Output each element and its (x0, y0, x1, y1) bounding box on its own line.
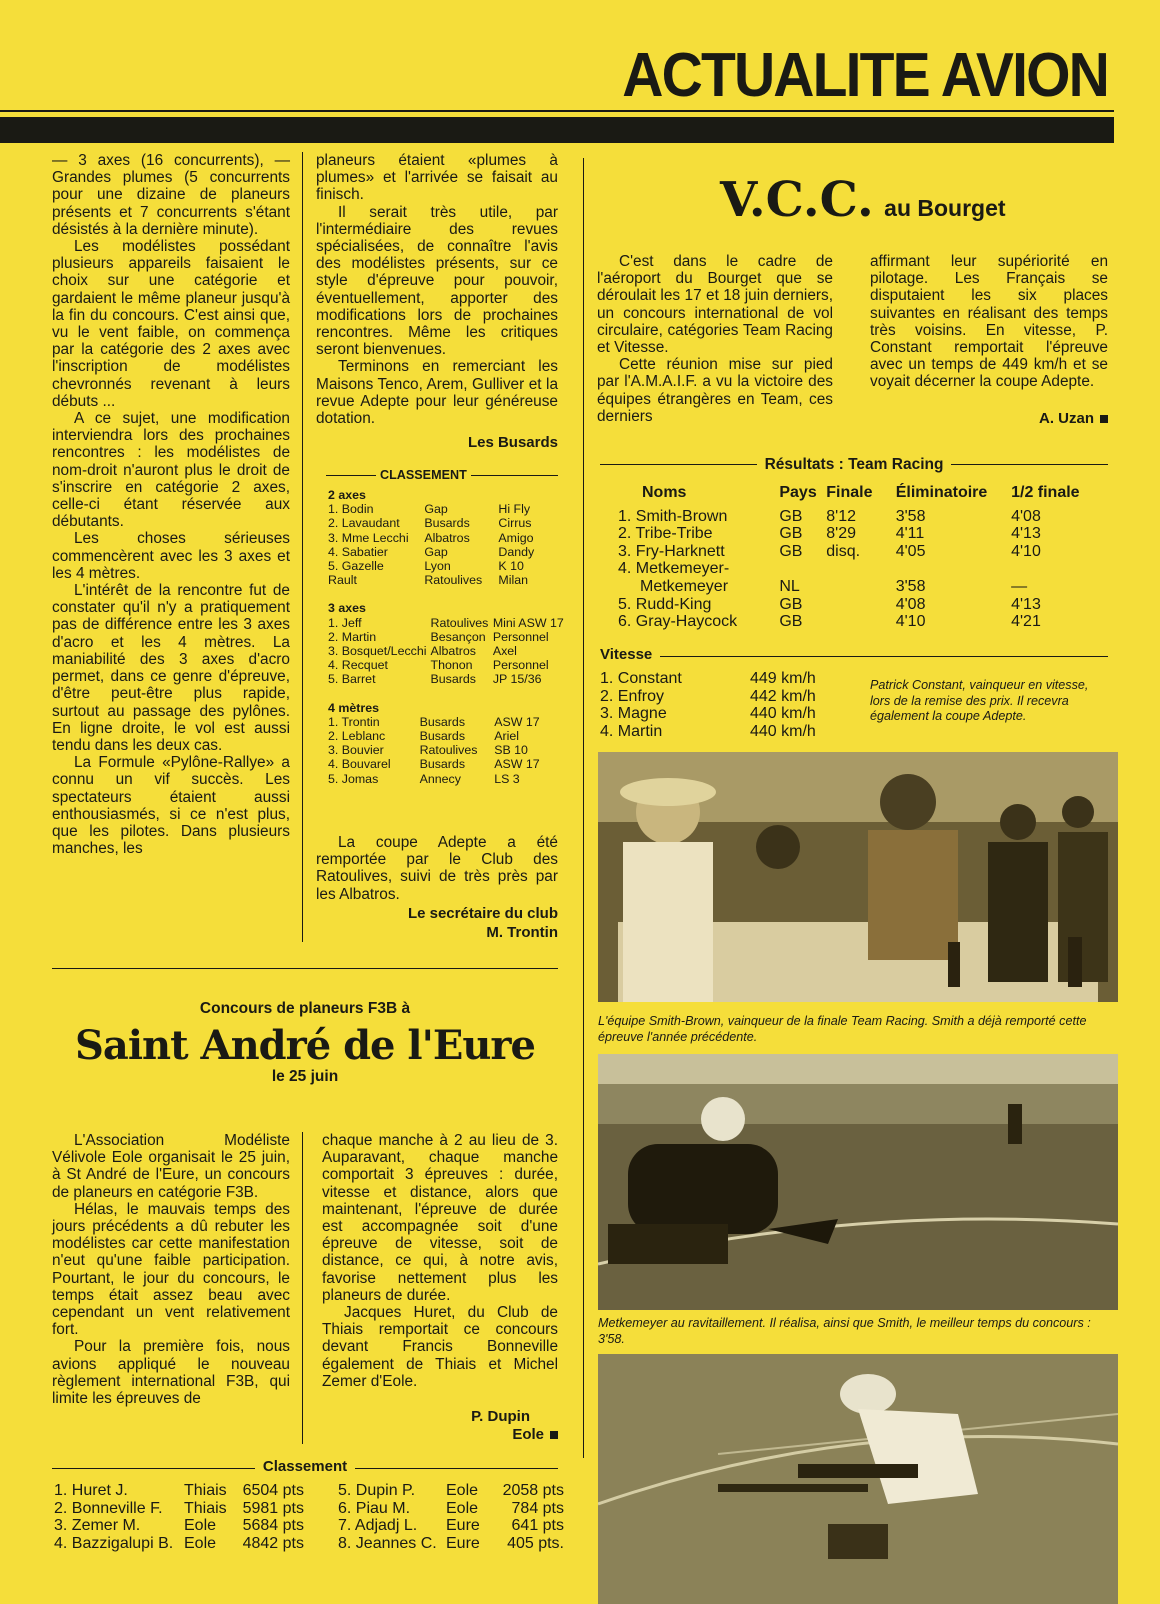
vitesse-rule (660, 656, 1108, 657)
sa-column-2 (322, 1132, 558, 1390)
table-cell: 4'13 (1011, 595, 1041, 613)
table-cell: Busards (419, 757, 466, 772)
table-row (328, 672, 568, 686)
table-row (54, 1535, 304, 1553)
table-row (328, 531, 568, 545)
photo-caption-1: L'équipe Smith-Brown, vainqueur de la finale Team Racing. Smith a déjà remporté cette épreuve l'année précédente. (598, 1014, 1087, 1044)
table-cell: 2058 pts (502, 1482, 564, 1499)
table-row (328, 502, 568, 516)
table-cell: Ariel (494, 729, 519, 744)
vitesse-caption: Patrick Constant, vainqueur en vitesse, lors de la remise des prix. Il recevra également la coupe Adepte. (870, 678, 1089, 723)
table-row (600, 688, 850, 706)
table-header-row (618, 484, 1108, 508)
table-cell (1011, 560, 1108, 578)
table-row (328, 729, 568, 743)
table-cell: Personnel (492, 658, 549, 673)
table-cell (896, 560, 1011, 578)
table-row (328, 715, 568, 729)
table-cell: 4'10 (895, 613, 926, 631)
table-cell: 5. Jomas (328, 771, 379, 786)
table-cell (826, 596, 895, 614)
table-cell: GB (779, 542, 803, 560)
table-cell: — (1011, 577, 1028, 595)
table-cell: K 10 (498, 559, 524, 574)
table-cell: Eole (184, 1534, 217, 1552)
column-divider (302, 152, 303, 942)
sa-title: Saint André de l'Eure (75, 1022, 535, 1069)
table-cell: 5. Barret (328, 672, 376, 687)
paragraph: planeurs étaient «plumes à plumes» et l'arrivée se faisait au finisch. (316, 152, 558, 204)
table-row (618, 596, 1108, 614)
paragraph: L'intérêt de la rencontre fut de constater qu'il n'y a pratiquement pas de différence entre les 3 axes d'acro et les 4 mètres. La maniabilité des 3 axes d'acro permet, dans ce genre d'épreuve, d'être peut-être plus rapide, surtout au passage des pylônes. En ligne droite, le vol est aussi tendu dans les deux cas. (52, 582, 290, 754)
table-cell: 3. Magne (600, 705, 667, 723)
table-row (618, 543, 1108, 561)
table-cell: Gap (424, 502, 448, 517)
classement-group-table (328, 715, 568, 786)
table-cell: 6. Gray-Haycock (618, 613, 738, 631)
table-row (338, 1517, 564, 1535)
table-cell: GB (779, 525, 803, 543)
table-cell: Cirrus (498, 516, 532, 531)
table-cell: 4. Metkemeyer- (618, 560, 730, 578)
classement-group-title: 3 axes (328, 601, 366, 616)
table-cell: 405 pts. (507, 1534, 564, 1552)
table-cell: Ratoulives (419, 743, 478, 758)
classement-heading: CLASSEMENT (326, 468, 558, 482)
table-row (328, 516, 568, 530)
paragraph: Les choses sérieuses commencèrent avec les 3 axes et les 4 mètres. (52, 530, 290, 582)
classement-group-table (328, 616, 568, 687)
table-header-cell: Noms (642, 484, 687, 501)
table-cell: ASW 17 (494, 757, 540, 772)
table-cell: 4. Bazzigalupi B. (54, 1534, 174, 1552)
table-cell: 3. Bouvier (328, 743, 384, 758)
table-row (54, 1482, 304, 1500)
table-cell: 449 km/h (750, 670, 816, 687)
table-cell: 4842 pts (242, 1534, 304, 1552)
paragraph: Terminons en remerciant les Maisons Tenco, Arem, Gulliver et la revue Adepte pour leur généreuse dotation. (316, 358, 558, 428)
column-divider (583, 158, 584, 1458)
table-cell: Busards (419, 729, 466, 744)
table-cell: Mini ASW 17 (492, 615, 564, 630)
vitesse-table (600, 670, 850, 740)
table-cell: Gap (424, 544, 448, 559)
paragraph: chaque manche à 2 au lieu de 3. Auparavant, chaque manche comportait 3 épreuves : durée, vitesse et distance, alors que maintenant, l'épreuve de durée est accompagnée soit d'une épreuve de vitesse, soit de distance, ce qui, à notre avis, favorise nettement plus les planeurs de durée. (322, 1132, 558, 1304)
table-cell: 4. Sabatier (328, 544, 388, 559)
table-row (600, 705, 850, 723)
table-row (328, 743, 568, 757)
table-row (328, 630, 568, 644)
table-cell: Busards (419, 714, 466, 729)
photo-mechanic (598, 1354, 1118, 1604)
table-cell: 4'11 (895, 525, 925, 543)
closing-signature-1: Le secrétaire du club (407, 905, 558, 922)
photo-caption-2: Metkemeyer au ravitaillement. Il réalisa, ainsi que Smith, le meilleur temps du concours : 3'58. (598, 1316, 1091, 1346)
paragraph: Pour la première fois, nous avions appliqué le nouveau règlement international F3B, qui limite les épreuves de (52, 1338, 290, 1408)
classement-group-title: 2 axes (328, 488, 366, 502)
table-cell: Thiais (184, 1482, 227, 1499)
sa-signature-1: P. Dupin (471, 1408, 530, 1425)
table-cell: 5981 pts (242, 1499, 304, 1517)
section-divider (52, 968, 558, 969)
table-row (618, 560, 1108, 578)
table-cell: 1. Jeff (328, 615, 362, 630)
table-row (328, 772, 568, 786)
table-header-cell: Éliminatoire (895, 484, 988, 501)
table-row (618, 578, 1108, 596)
table-row (338, 1535, 564, 1553)
paragraph: — 3 axes (16 concurrents), — Grandes plumes (5 concurrents pour une dizaine de planeurs présents et 7 concurrents s'étant désistés à la dernière minute). (52, 152, 290, 238)
classement-table (328, 488, 568, 786)
sa-classement-left (54, 1482, 309, 1552)
table-cell: 4'08 (895, 595, 926, 613)
table-cell: 3'58 (895, 577, 926, 595)
vcc-title: V.C.C. au Bourget (720, 172, 1006, 228)
table-cell: NL (779, 577, 800, 595)
table-cell: Eole (184, 1517, 217, 1535)
table-row (54, 1517, 304, 1535)
classement-group-title: 4 mètres (328, 700, 379, 715)
table-cell: Personnel (492, 629, 549, 644)
table-cell: 6504 pts (242, 1482, 304, 1499)
table-cell: GB (779, 507, 803, 525)
table-cell: GB (779, 613, 803, 631)
table-cell: JP 15/36 (492, 672, 542, 687)
table-header-cell: Pays (779, 484, 817, 501)
table-cell: Thiais (184, 1499, 227, 1517)
table-cell: 2. Bonneville F. (54, 1499, 163, 1517)
table-cell: 7. Adjadj L. (338, 1517, 418, 1535)
table-cell: 440 km/h (750, 705, 816, 723)
table-cell: 641 pts (511, 1517, 564, 1535)
table-row (328, 573, 568, 587)
table-cell (826, 578, 895, 596)
table-cell: 1. Trontin (328, 714, 380, 729)
table-cell (826, 613, 895, 631)
table-cell: Metkemeyer (640, 577, 729, 595)
table-cell: GB (779, 595, 803, 613)
table-cell: 1. Constant (600, 670, 682, 687)
table-cell: 5. Gazelle (328, 559, 384, 574)
paragraph: A ce sujet, une modification interviendra lors des prochaines rencontres : les modélistes de nom-droit n'auront plus le droit de s'inscrire en catégorie 2 axes, celle-ci étant réservée aux débutants. (52, 410, 290, 531)
table-cell: Eure (446, 1534, 480, 1552)
table-cell: Besançon (430, 629, 486, 644)
table-cell (826, 560, 895, 578)
table-row (600, 670, 850, 688)
table-cell: 1. Smith-Brown (618, 507, 728, 525)
table-cell: 4'13 (1011, 525, 1041, 543)
table-cell: 784 pts (511, 1499, 564, 1517)
table-cell: 440 km/h (750, 722, 816, 740)
table-cell: 4'05 (895, 542, 926, 560)
table-cell: 8'29 (826, 525, 857, 543)
table-cell: 8. Jeannes C. (338, 1534, 437, 1552)
paragraph: Jacques Huret, du Club de Thiais remportait ce concours devant Francis Bonneville également de Thiais et Michel Zemer d'Eole. (322, 1304, 558, 1390)
sa-classement-heading: Classement (52, 1458, 558, 1476)
table-cell: ASW 17 (494, 714, 540, 729)
table-cell: 5. Dupin P. (338, 1482, 416, 1499)
table-cell: Axel (492, 644, 517, 659)
table-cell: Dandy (498, 544, 535, 559)
paragraph: L'Association Modéliste Vélivole Eole organisait le 25 juin, à St André de l'Eure, un concours de planeurs en catégorie F3B. (52, 1132, 290, 1201)
table-cell: LS 3 (494, 771, 520, 786)
table-row (600, 723, 850, 741)
table-cell: 4'08 (1011, 507, 1041, 525)
table-row (618, 525, 1108, 543)
table-row (328, 757, 568, 771)
table-cell: Rault (328, 573, 357, 588)
closing-paragraph: La coupe Adepte a été remportée par le Club des Ratoulives, suivi de très près par les Albatros. (316, 834, 558, 903)
closing-signature-2: M. Trontin (486, 924, 558, 941)
table-cell: 5. Rudd-King (618, 595, 712, 613)
table-row (618, 613, 1108, 631)
section-title: ACTUALITE AVION (622, 41, 1108, 110)
table-cell: 6. Piau M. (338, 1499, 411, 1517)
table-cell: SB 10 (494, 743, 528, 758)
table-cell: 3. Zemer M. (54, 1517, 141, 1535)
sa-classement-right (338, 1482, 566, 1552)
table-cell: 3. Mme Lecchi (328, 530, 409, 545)
table-cell: Albatros (430, 644, 476, 659)
table-cell: Annecy (419, 771, 461, 786)
table-row (338, 1482, 564, 1500)
sa-date: le 25 juin (271, 1068, 339, 1085)
vcc-column-1 (597, 253, 833, 425)
sa-kicker: Concours de planeurs F3B à (199, 1000, 411, 1017)
table-cell: 2. Tribe-Tribe (618, 525, 713, 543)
table-row (338, 1500, 564, 1518)
table-cell: 1. Huret J. (54, 1482, 128, 1499)
table-cell: Eure (446, 1517, 480, 1535)
vcc-signature: A. Uzan (870, 410, 1108, 428)
paragraph: C'est dans le cadre de l'aéroport du Bourget que se déroulait les 17 et 18 juin derniers, un concours international de vol circulaire, catégories Team Racing et Vitesse. (597, 253, 833, 357)
table-row (328, 545, 568, 559)
table-cell: Milan (498, 573, 528, 588)
sa-signature-2: Eole (322, 1426, 558, 1444)
table-cell: Lyon (424, 559, 451, 574)
paragraph: Cette réunion mise sur pied par l'A.M.A.I.F. a vu la victoire des équipes étrangères en Team, ces derniers (597, 356, 833, 425)
table-row (54, 1500, 304, 1518)
table-cell: Thonon (430, 658, 473, 673)
photo-prize-ceremony (598, 752, 1118, 1002)
table-cell: 3'58 (895, 507, 926, 525)
table-row (328, 616, 568, 630)
table-header-cell: 1/2 finale (1011, 484, 1080, 501)
paragraph: Hélas, le mauvais temps des jours précédents a dû rebuter les modélistes car cette manifestation n'eut qu'une faible participation. Pourtant, le jour du concours, le temps était assez beau avec cependant un vent relativement fort. (52, 1200, 290, 1339)
column-divider (302, 1132, 303, 1444)
mid-article-column (316, 152, 558, 427)
table-cell: 2. Enfroy (600, 687, 665, 705)
table-header-cell: Finale (826, 484, 873, 501)
paragraph: La Formule «Pylône-Rallye» a connu un vif succès. Les spectateurs étaient aussi enthousiasmés, si ce n'est plus, que les pilotes. Dans plusieurs manches, les (52, 754, 290, 858)
table-cell: Ratoulives (424, 573, 483, 588)
table-cell: 4'10 (1011, 542, 1041, 560)
table-cell: 2. Martin (328, 629, 377, 644)
table-cell: 4'21 (1011, 613, 1041, 631)
header-rule-bar (0, 117, 1114, 143)
table-cell: Eole (446, 1499, 479, 1517)
table-cell: 8'12 (826, 507, 857, 525)
paragraph: Les modélistes possédant plusieurs appareils faisaient le choix sur une catégorie et gardaient le même planeur jusqu'à la fin du concours. C'est ainsi que, vu le vent faible, on commença par la catégorie des 2 axes avec l'inscription de modélistes chevronnés revenant à leurs débuts ... (52, 238, 290, 410)
table-cell: 1. Bodin (328, 502, 374, 517)
table-cell: Ratoulives (430, 615, 489, 630)
table-row (328, 559, 568, 573)
paragraph: Il serait très utile, par l'intermédiaire des revues spécialisées, de connaître l'avis des modélistes présents, sur ce style d'épreuve pour pouvoir, éventuellement, apporter des modifications lors de prochaines rencontres. Même les critiques seront bienvenues. (316, 203, 558, 359)
vitesse-heading: Vitesse (600, 646, 653, 663)
table-cell: 442 km/h (750, 687, 816, 705)
table-cell: 2. Lavaudant (328, 516, 400, 531)
results-table (618, 484, 1108, 631)
table-cell: Amigo (498, 530, 534, 545)
table-cell: 4. Recquet (328, 658, 388, 673)
table-cell: Eole (446, 1482, 479, 1499)
photo-refuelling (598, 1054, 1118, 1310)
classement-group-table (328, 502, 568, 587)
table-cell: Busards (424, 516, 470, 531)
table-cell: 4. Martin (600, 722, 663, 740)
table-cell: 3. Fry-Harknett (618, 542, 725, 560)
table-cell: 3. Bosquet/Lecchi (328, 644, 427, 659)
sa-column-1 (52, 1132, 290, 1407)
table-cell (779, 560, 826, 578)
table-cell: Albatros (424, 530, 470, 545)
table-row (328, 658, 568, 672)
vcc-column-2: affirmant leur supériorité en pilotage. Les Français se disputaient les six places suivantes en réalisant des temps très voisins. En vitesse, P. Constant remportait l'épreuve avec un temps de 449 km/h et se voyait décerner la coupe Adepte. (870, 253, 1108, 391)
left-article-column (52, 152, 290, 857)
table-row (618, 508, 1108, 526)
signature: Les Busards (467, 434, 558, 451)
table-cell: 2. Leblanc (328, 729, 386, 744)
results-heading: Résultats : Team Racing (600, 456, 1108, 474)
table-cell: 5684 pts (242, 1517, 304, 1535)
table-cell: disq. (826, 542, 861, 560)
table-cell: Hi Fly (498, 502, 531, 517)
table-row (328, 644, 568, 658)
table-cell: Busards (430, 672, 476, 687)
table-cell: 4. Bouvarel (328, 757, 391, 772)
